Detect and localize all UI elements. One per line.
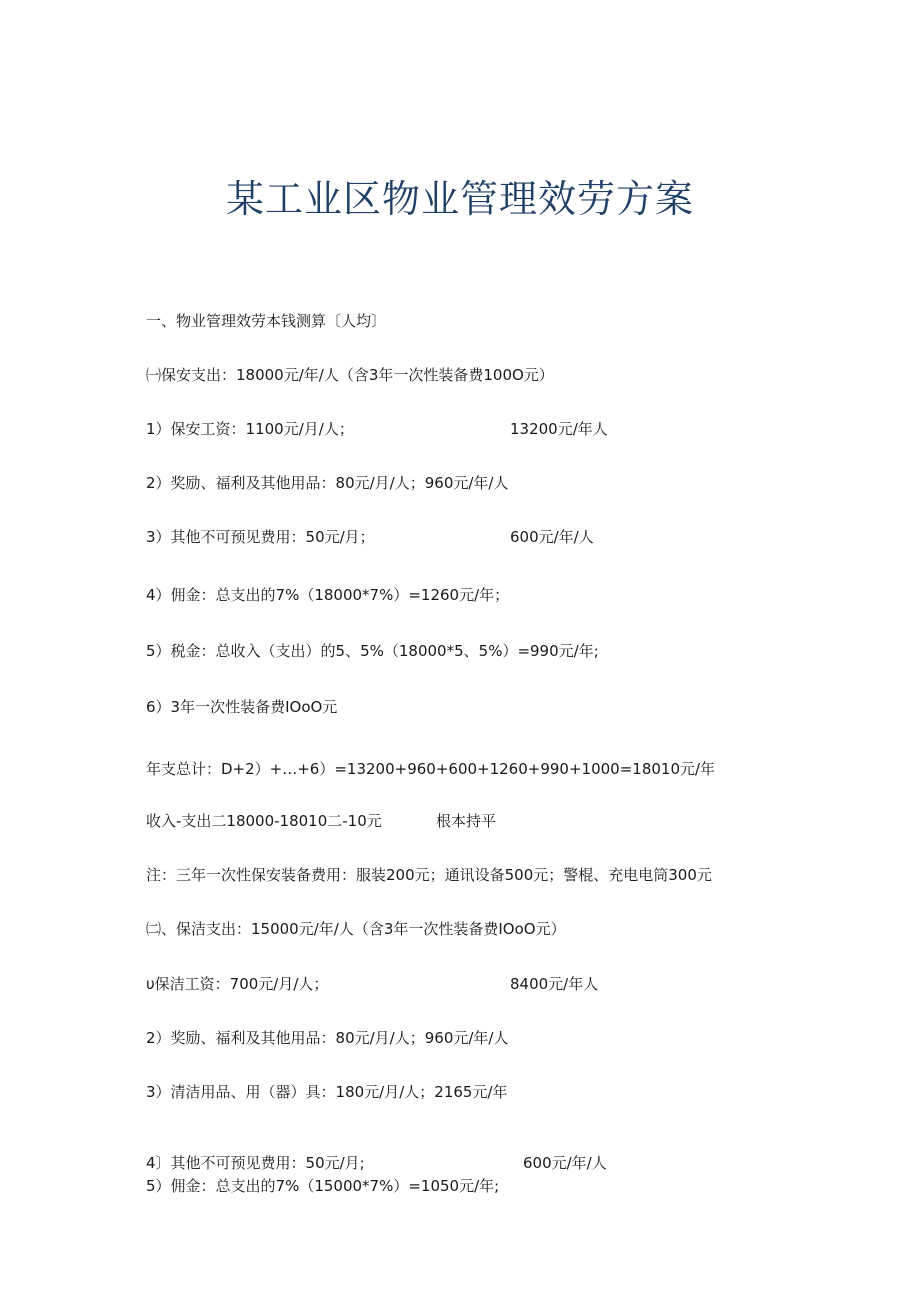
line-text: ㈡、保洁支出：15000元/年/人（含3年一次性装备费IOoO元） xyxy=(146,920,566,938)
annual-total-line xyxy=(146,759,715,779)
line-text: 4）佣金：总支出的7%（18000*7%）=1260元/年； xyxy=(146,586,510,604)
list-item-cleaning-wage xyxy=(146,974,599,994)
line-text: 注：三年一次性保安装备费用：服装200元；通讯设备500元；警棍、充电电筒300元 xyxy=(146,866,712,884)
line-text: 1）保安工资：1100元/月/人； xyxy=(146,420,354,438)
line-value-right: 600元/年/人 xyxy=(510,528,594,546)
list-item-cleaning-bonus xyxy=(146,1028,508,1048)
line-text: 一、物业管理效劳本钱测算〔人均〕 xyxy=(146,312,387,330)
section-heading-cost-estimate xyxy=(146,311,386,331)
line-text: 4〕其他不可预见费用：50元/月; xyxy=(146,1154,365,1172)
line-text: 5）税金：总收入（支出）的5、5%（18000*5、5%）=990元/年; xyxy=(146,642,599,660)
subsection-security-expense xyxy=(146,365,554,385)
list-item-security-tax xyxy=(146,641,599,661)
line-text: 收入-支出二18000-18010二-10元 xyxy=(146,812,382,830)
line-value-right: 600元/年/人 xyxy=(523,1154,607,1172)
line-value-right: 13200元/年人 xyxy=(510,420,608,438)
list-item-cleaning-misc xyxy=(146,1153,607,1173)
list-item-cleaning-commission xyxy=(146,1176,499,1196)
line-text: 年支总计：D+2）+…+6）=13200+960+600+1260+990+1000=18010元/年 xyxy=(146,760,716,778)
line-text: 6）3年一次性装备费IOoO元 xyxy=(146,698,338,716)
line-value-right: 根本持平 xyxy=(436,812,497,830)
line-text: 2）奖励、福利及其他用品：80元/月/人；960元/年/人 xyxy=(146,474,509,492)
list-item-security-commission xyxy=(146,585,509,605)
line-text: 3）其他不可预见费用：50元/月； xyxy=(146,528,375,546)
income-minus-expense-line xyxy=(146,811,497,831)
line-text: 3）清洁用品、用（器）具：180元/月/人；2165元/年 xyxy=(146,1083,508,1101)
line-text: 2）奖励、福利及其他用品：80元/月/人；960元/年/人 xyxy=(146,1029,509,1047)
list-item-security-wage xyxy=(146,419,608,439)
line-value-right: 8400元/年人 xyxy=(510,975,599,993)
line-text: ㈠保安支出：18000元/年/人（含3年一次性装备费100O元） xyxy=(146,366,554,384)
line-text: υ保洁工资：700元/月/人； xyxy=(146,975,329,993)
line-text: 5）佣金：总支出的7%（15000*7%）=1050元/年; xyxy=(146,1177,500,1195)
note-equipment-cost xyxy=(146,865,712,885)
list-item-security-misc xyxy=(146,527,594,547)
subsection-cleaning-expense xyxy=(146,919,566,939)
document-title: 某工业区物业管理效劳方案 xyxy=(225,177,694,221)
list-item-security-equipment xyxy=(146,697,337,717)
list-item-security-bonus xyxy=(146,473,508,493)
list-item-cleaning-supplies xyxy=(146,1082,508,1102)
